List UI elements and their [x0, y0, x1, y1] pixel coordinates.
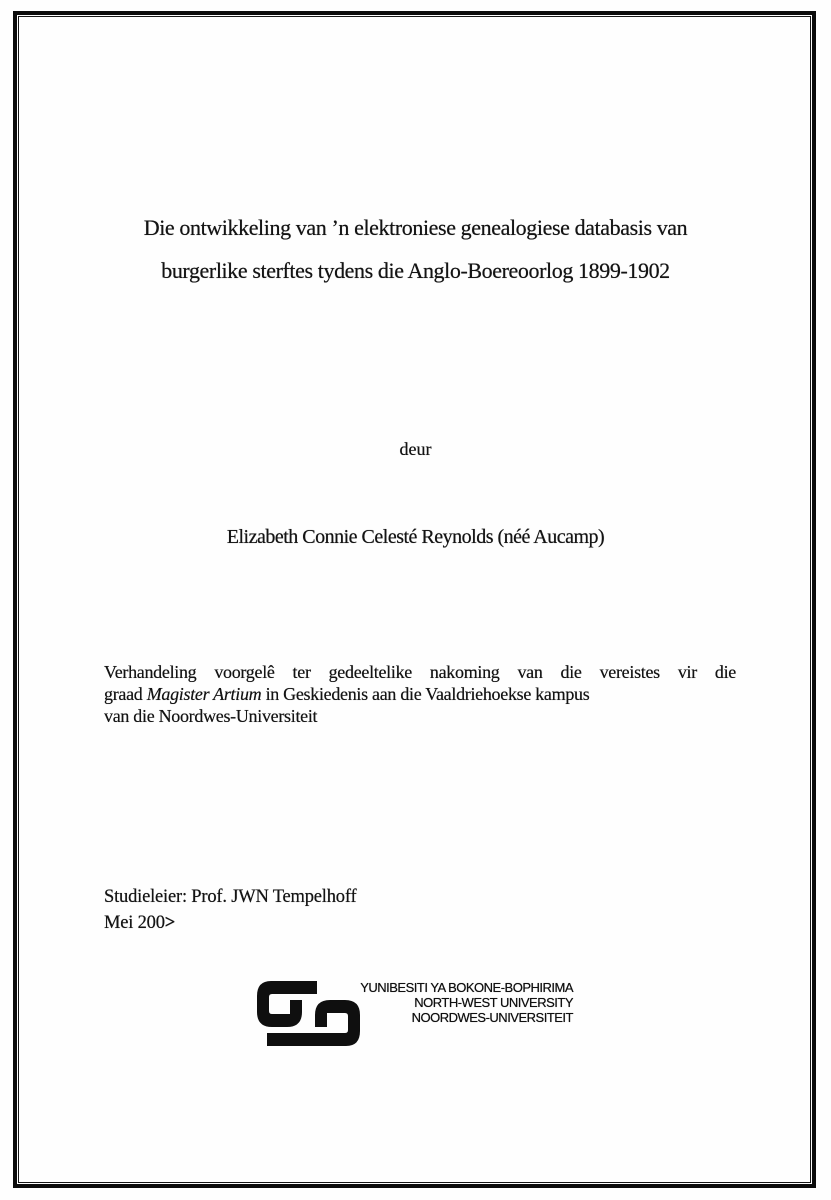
nwu-logo-line-english: NORTH-WEST UNIVERSITY: [414, 995, 573, 1011]
statement-line3: van die Noordwes-Universiteit: [104, 705, 318, 726]
nwu-logo-wordmark: [360, 980, 573, 1026]
thesis-title-line1: Die ontwikkeling van ’n elektroniese genealogiese databasis van: [143, 215, 688, 240]
thesis-title: [0, 206, 831, 292]
nwu-logo-mark-icon: [257, 981, 360, 1046]
degree-name-italic: Magister Artium: [146, 683, 262, 704]
date-prefix: Mei 200: [104, 912, 165, 933]
statement-line1: Verhandeling voorgelê ter gedeeltelike nakoming van die vereistes vir die: [104, 662, 736, 682]
author-name: Elizabeth Connie Celesté Reynolds (néé Aucamp): [226, 526, 605, 548]
date-line: [104, 911, 356, 937]
statement-line2: [104, 684, 736, 706]
supervisor-block: [104, 885, 356, 936]
statement-line2-post: in Geskiedenis aan die Vaaldriehoekse kampus: [265, 683, 590, 704]
supervisor-line: Studieleier: Prof. JWN Tempelhoff: [104, 887, 357, 907]
thesis-title-line2: burgerlike sterftes tydens die Anglo-Boereoorlog 1899-1902: [161, 258, 670, 283]
nwu-logo-line-setswana: YUNIBESITI YA BOKONE-BOPHIRIMA: [360, 980, 573, 995]
nwu-logo-line-afrikaans: NOORDWES-UNIVERSITEIT: [411, 1010, 573, 1026]
byline-label: deur: [399, 439, 432, 459]
submission-statement: [104, 662, 736, 727]
year-final-digit-glyph: >: [164, 912, 176, 934]
statement-line2-pre: graad: [104, 683, 143, 704]
